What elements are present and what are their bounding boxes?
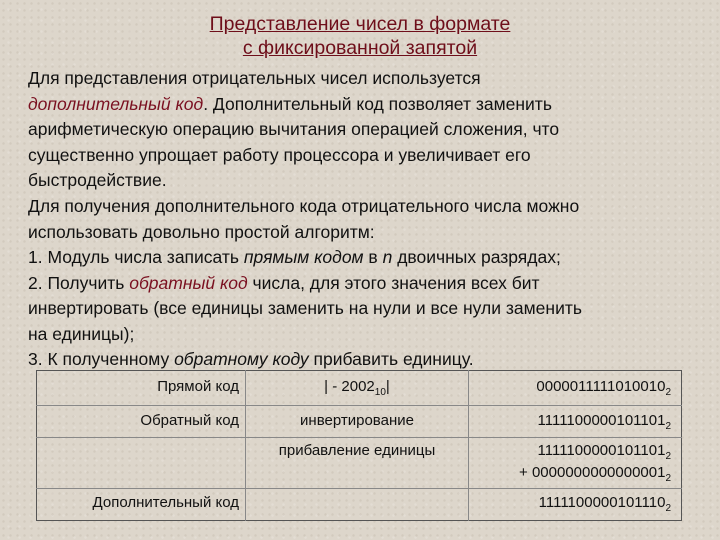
step-1-text-c: двоичных разрядах; bbox=[392, 247, 561, 267]
algorithm-step-2 bbox=[28, 271, 708, 297]
paragraph-intro-line-5: быстродействие. bbox=[28, 170, 167, 190]
step-1-text-a: 1. Модуль числа записать bbox=[28, 247, 244, 267]
paragraph-algorithm-line-2: использовать довольно простой алгоритм: bbox=[28, 221, 375, 242]
table-row bbox=[37, 489, 682, 521]
table-row bbox=[37, 438, 682, 489]
row-value bbox=[469, 406, 682, 438]
row-value bbox=[469, 489, 682, 521]
term-inverse-code-2: обратному коду bbox=[174, 349, 309, 369]
table-row bbox=[37, 371, 682, 406]
row-operation: прибавление единицы bbox=[246, 438, 469, 489]
page-title bbox=[0, 12, 720, 60]
title-line-1: Представление чисел в формате bbox=[209, 13, 511, 35]
term-n: n bbox=[382, 247, 393, 267]
operation-subscript: 10 bbox=[374, 387, 386, 398]
step-2-text-b: числа, для этого значения всех бит bbox=[247, 272, 540, 293]
term-inverse-code: обратный код bbox=[129, 272, 248, 293]
base-subscript: 2 bbox=[665, 451, 671, 462]
table-row bbox=[37, 406, 682, 438]
paragraph-intro-line-4: существенно упрощает работу процессора и увеличивает его bbox=[28, 144, 531, 165]
base-subscript: 2 bbox=[665, 503, 671, 514]
row-label bbox=[37, 438, 246, 489]
base-subscript: 2 bbox=[665, 473, 671, 484]
paragraph-intro-line-2 bbox=[28, 92, 708, 118]
operation-text: | - 2002 bbox=[324, 378, 375, 395]
binary-result: 1111100000101110 bbox=[538, 494, 666, 511]
row-label: Дополнительный код bbox=[37, 489, 246, 521]
term-additional-code: дополнительный код bbox=[28, 93, 204, 114]
paragraph-intro-line-1: Для представления отрицательных чисел используется bbox=[28, 68, 481, 88]
algorithm-step-2-line-3: на единицы); bbox=[28, 323, 135, 344]
row-operation bbox=[246, 489, 469, 521]
term-direct-code: прямым кодом bbox=[243, 247, 364, 267]
row-label: Прямой код bbox=[37, 371, 246, 406]
base-subscript: 2 bbox=[665, 387, 671, 398]
paragraph-intro-line-2-rest: . Дополнительный код позволяет заменить bbox=[203, 93, 552, 114]
step-3-text-b: прибавить единицу. bbox=[308, 349, 474, 369]
binary-value: 1111100000101101 bbox=[537, 442, 666, 459]
row-value bbox=[469, 438, 682, 489]
step-2-text-a: 2. Получить bbox=[28, 272, 130, 293]
conversion-table bbox=[36, 370, 682, 521]
binary-value: 1111100000101101 bbox=[537, 412, 666, 429]
paragraph-algorithm-line-1: Для получения дополнительного кода отрицательного числа можно bbox=[28, 196, 580, 216]
title-line-2: с фиксированной запятой bbox=[242, 37, 478, 59]
paragraph-algorithm bbox=[28, 194, 708, 373]
base-subscript: 2 bbox=[665, 421, 671, 432]
algorithm-step-1 bbox=[28, 245, 708, 271]
operation-suffix: | bbox=[385, 378, 390, 395]
step-1-text-b: в bbox=[363, 247, 383, 267]
step-3-text-a: 3. К полученному bbox=[28, 349, 175, 369]
row-operation: инвертирование bbox=[246, 406, 469, 438]
row-label: Обратный код bbox=[37, 406, 246, 438]
row-operation bbox=[246, 371, 469, 406]
row-value bbox=[469, 371, 682, 406]
binary-value: 0000011111010010 bbox=[536, 378, 666, 395]
binary-addend: + 0000000000000001 bbox=[519, 464, 666, 481]
algorithm-step-2-line-2: инвертировать (все единицы заменить на нули и все нули заменить bbox=[28, 298, 582, 318]
paragraph-intro-line-3: арифметическую операцию вычитания операцией сложения, что bbox=[28, 119, 560, 139]
paragraph-intro bbox=[28, 66, 708, 194]
algorithm-step-3 bbox=[28, 347, 708, 373]
